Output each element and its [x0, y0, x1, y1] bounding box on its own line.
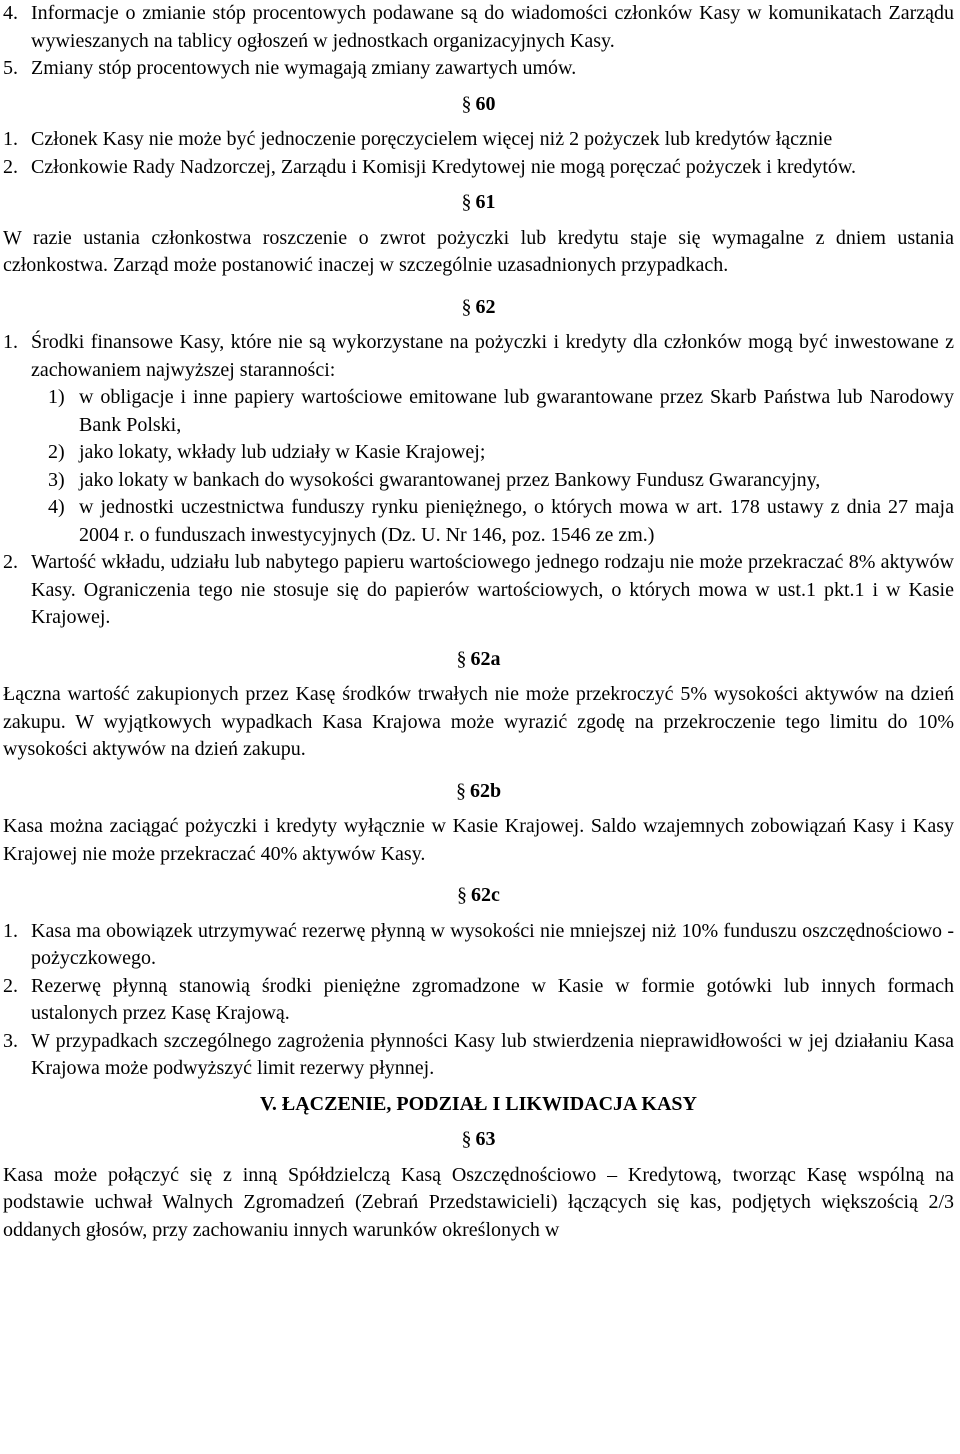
item-text: Zmiany stóp procentowych nie wymagają zmiany zawartych umów. [31, 57, 577, 79]
section-heading-61 [3, 189, 954, 217]
paragraph-sign: § [461, 191, 472, 213]
document-page [3, 0, 954, 1244]
chapter-heading: V. ŁĄCZENIE, PODZIAŁ I LIKWIDACJA KASY [260, 1092, 697, 1115]
list-item [3, 918, 954, 973]
item-number: 1. [3, 331, 18, 353]
sub-item [3, 494, 954, 549]
item-text: Informacje o zmianie stóp procentowych podawane są do wiadomości członków Kasy w komunikatach Zarządu wywieszanych na tablicy ogłoszeń w jednostkach organizacyjnych Kasy. [31, 2, 954, 52]
section-number: 63 [475, 1128, 496, 1150]
list-item [3, 154, 954, 182]
item-text: Wartość wkładu, udziału lub nabytego papieru wartościowego jednego rodzaju nie może przekraczać 8% aktywów Kasy. Ograniczenia tego nie stosuje się do papierów wartościowych, o których mowa w ust.1 pkt.1 i w Kasie Krajowej. [31, 551, 954, 628]
list-item [3, 0, 954, 55]
section-heading-62b [3, 778, 954, 806]
sub-item-number: 3) [48, 468, 65, 491]
section-number: 62c [471, 884, 500, 906]
item-number: 5. [3, 57, 18, 79]
list-item [3, 55, 954, 83]
paragraph-sign: § [455, 779, 466, 802]
section-heading-60 [3, 91, 954, 119]
section-heading-62a [3, 646, 954, 674]
paragraph-sign: § [457, 884, 468, 906]
section-number: 60 [475, 92, 496, 115]
item-number: 3. [3, 1029, 18, 1052]
list-item [3, 973, 954, 1028]
paragraph-sign: § [456, 647, 467, 670]
section-number: 61 [475, 191, 496, 213]
paragraph: Łączna wartość zakupionych przez Kasę środków trwałych nie może przekroczyć 5% wysokości aktywów na dzień zakupu. W wyjątkowych wypadkach Kasa Krajowa może wyrazić zgodę na przekroczenie tego limitu do 10% wysokości aktywów na dzień zakupu. [3, 683, 954, 760]
item-text: W przypadkach szczególnego zagrożenia płynności Kasy lub stwierdzenia nieprawidłowości w jej działaniu Kasa Krajowa może podwyższyć limit rezerwy płynnej. [31, 1029, 954, 1079]
section-heading-62c [3, 882, 954, 910]
sub-item-text: jako lokaty, wkłady lub udziały w Kasie Krajowej; [79, 441, 486, 463]
paragraph-sign: § [461, 1128, 472, 1150]
item-number: 2. [3, 974, 18, 997]
sub-item-text: w obligacje i inne papiery wartościowe emitowane lub gwarantowane przez Skarb Państwa lub Narodowy Bank Polski, [79, 386, 954, 436]
sub-item [3, 384, 954, 439]
paragraph: Kasa może połączyć się z inną Spółdzielczą Kasą Oszczędnościowo – Kredytową, tworząc Kasę wspólną na podstawie uchwał Walnych Zgromadzeń (Zebrań Przedstawicieli) łączących się kas, podjętych większością 2/3 oddanych głosów, przy zachowaniu innych warunków określonych w [3, 1163, 954, 1241]
sub-item-number: 1) [48, 386, 65, 408]
list-item [3, 126, 954, 154]
list-item [3, 549, 954, 632]
sub-item-text: jako lokaty w bankach do wysokości gwarantowanej przez Bankowy Fundusz Gwarancyjny, [79, 468, 821, 491]
sub-item [3, 467, 954, 495]
item-text: Kasa ma obowiązek utrzymywać rezerwę płynną w wysokości nie mniejszej niż 10% funduszu oszczędnościowo - pożyczkowego. [31, 919, 954, 969]
item-text: Członkowie Rady Nadzorczej, Zarządu i Komisji Kredytowej nie mogą poręczać pożyczek i kredytów. [31, 155, 857, 178]
item-text: Członek Kasy nie może być jednoczenie poręczycielem więcej niż 2 pożyczek lub kredytów łącznie [31, 128, 833, 150]
list-item [3, 329, 954, 384]
sub-item [3, 439, 954, 467]
paragraph-sign: § [461, 92, 472, 115]
item-number: 4. [3, 2, 18, 24]
paragraph: Kasa można zaciągać pożyczki i kredyty wyłącznie w Kasie Krajowej. Saldo wzajemnych zobowiązań Kasy i Kasy Krajowej nie może przekraczać 40% aktywów Kasy. [3, 815, 954, 865]
paragraph: W razie ustania członkostwa roszczenie o zwrot pożyczki lub kredytu staje się wymagalne z dniem ustania członkostwa. Zarząd może postanowić inaczej w szczególnie uzasadnionych przypadkach. [3, 226, 954, 276]
item-number: 1. [3, 128, 18, 150]
item-number: 2. [3, 155, 18, 178]
section-number: 62a [470, 647, 501, 670]
item-number: 1. [3, 919, 18, 942]
section-heading-63 [3, 1126, 954, 1154]
section-number: 62b [469, 779, 502, 802]
sub-item-text: w jednostki uczestnictwa funduszy rynku pieniężnego, o których mowa w art. 178 ustawy z dnia 27 maja 2004 r. o funduszach inwestycyjnych (Dz. U. Nr 146, poz. 1546 ze zm.) [79, 496, 954, 546]
section-heading-62 [3, 294, 954, 322]
list-item [3, 1028, 954, 1083]
sub-item-number: 2) [48, 441, 65, 463]
item-text: Rezerwę płynną stanowią środki pieniężne zgromadzone w Kasie w formie gotówki lub innych formach ustalonych przez Kasę Krajową. [31, 974, 954, 1024]
section-number: 62 [475, 295, 496, 318]
sub-item-number: 4) [48, 496, 65, 518]
item-number: 2. [3, 551, 18, 573]
item-text: Środki finansowe Kasy, które nie są wykorzystane na pożyczki i kredyty dla członków mogą być inwestowane z zachowaniem najwyższej staranności: [31, 331, 954, 381]
paragraph-sign: § [461, 295, 472, 318]
